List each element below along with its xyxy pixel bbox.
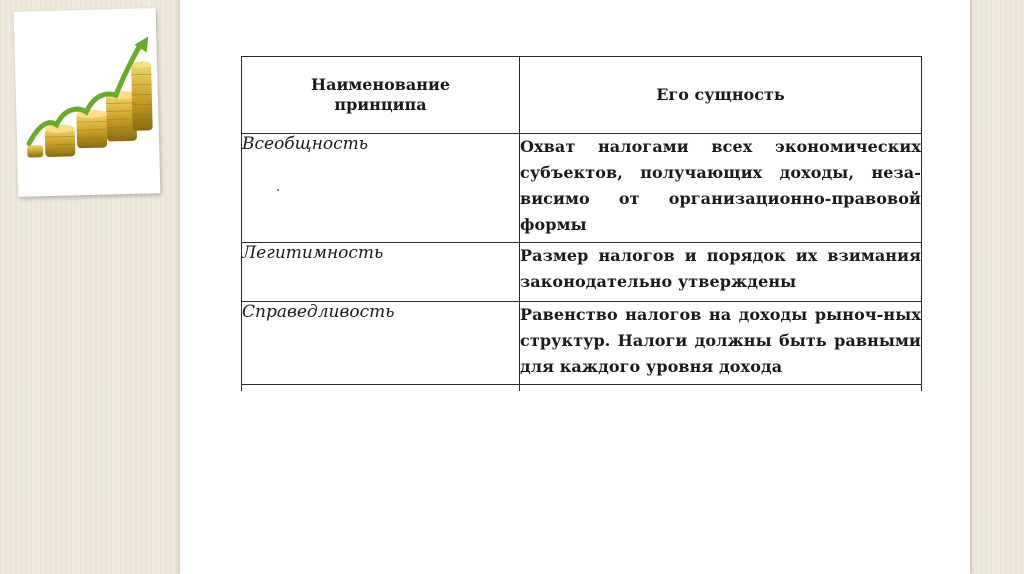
scan-speck [277,189,279,191]
principle-description: Равенство налогов на доходы рыноч-ных структур. Налоги должны быть равными для каждого уровня дохода [520,302,922,385]
principle-name: Легитимность [242,243,520,302]
empty-cell [520,385,922,392]
coin-growth-photo [14,8,161,197]
table-row [242,243,922,302]
principle-name: Справедливость [242,302,520,385]
empty-cell [242,385,520,392]
header-principle-essence: Его сущность [520,57,922,134]
principle-description: Охват налогами всех экономических субъектов, получающих доходы, неза-висимо от организационно-правовой формы [520,134,922,243]
principles-table [241,56,922,391]
table-row [242,134,922,243]
table-header-row [242,57,922,134]
principle-name: Всеобщность [242,134,520,243]
principle-description: Размер налогов и порядок их взимания законодательно утверждены [520,243,922,302]
header-principle-name: Наименование принципа [242,57,520,134]
table-row [242,302,922,385]
coin-growth-illustration [18,14,156,189]
table-row-cutoff [242,385,922,392]
